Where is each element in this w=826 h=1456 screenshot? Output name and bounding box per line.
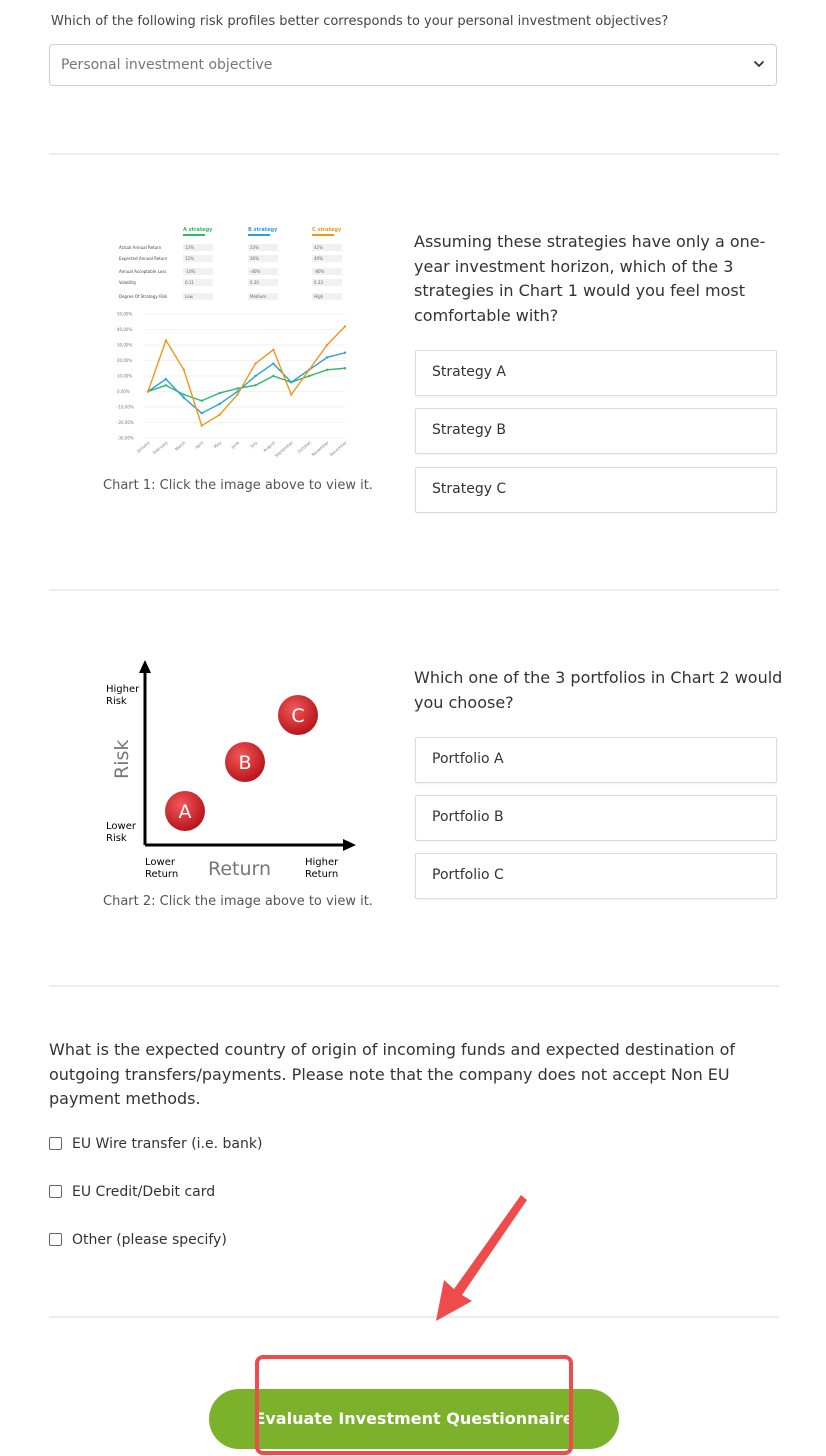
- section-divider: [49, 589, 779, 591]
- table-cell-c: 40%: [314, 256, 323, 261]
- series-point: [218, 414, 220, 416]
- chart-1-caption: Chart 1: Click the image above to view it.: [103, 478, 373, 493]
- x-tick-label: August: [262, 439, 277, 453]
- option-label: Strategy A: [432, 364, 507, 380]
- series-point: [326, 369, 328, 371]
- series-point: [165, 339, 167, 341]
- legend-b-strategy: B strategy: [248, 227, 278, 233]
- table-cell-a: Low: [185, 294, 193, 299]
- table-cell-b: Medium: [250, 294, 266, 299]
- portfolio-question: Which one of the 3 portfolios in Chart 2 would you choose?: [414, 668, 783, 712]
- portfolio-c-label: C: [291, 705, 305, 727]
- series-point: [272, 362, 274, 364]
- checkbox-label: EU Credit/Debit card: [72, 1184, 216, 1200]
- y-tick-label: 20,00%: [117, 358, 133, 363]
- option-strategy-a[interactable]: [415, 350, 777, 396]
- table-cell-a: 0.11: [185, 280, 194, 285]
- option-label: Strategy C: [432, 481, 507, 497]
- y-tick-label: -30,00%: [117, 435, 134, 441]
- series-point: [236, 387, 238, 389]
- series-point: [236, 393, 238, 395]
- table-cell-b: 0.20: [250, 280, 259, 285]
- x-tick-label: November: [310, 439, 330, 458]
- series-point: [308, 375, 310, 377]
- series-point: [344, 352, 346, 354]
- series-point: [201, 400, 203, 402]
- section-divider: [49, 153, 779, 155]
- legend-c-strategy: C strategy: [312, 227, 342, 233]
- x-tick-label: March: [173, 439, 187, 452]
- series-point: [326, 356, 328, 358]
- series-point: [272, 348, 274, 350]
- series-point: [183, 397, 185, 399]
- y-tick-label: 50,00%: [117, 311, 133, 317]
- section-divider: [49, 985, 779, 987]
- option-eu-credit-debit-card[interactable]: [49, 1184, 349, 1206]
- higher-risk-label-2: Risk: [106, 696, 127, 707]
- x-tick-label: October: [296, 439, 312, 455]
- series-point: [183, 369, 185, 371]
- table-cell-a: 13%: [185, 245, 194, 250]
- x-tick-label: September: [273, 439, 294, 458]
- return-axis-label: Return: [208, 858, 272, 880]
- table-cell-a: -10%: [185, 269, 196, 274]
- chart-2-caption: Chart 2: Click the image above to view it.: [103, 894, 373, 909]
- option-label: Strategy B: [432, 422, 507, 438]
- risk-axis-label: Risk: [111, 739, 133, 779]
- series-point: [344, 325, 346, 327]
- series-point: [254, 384, 256, 386]
- series-point: [290, 393, 292, 395]
- table-cell-a: 12%: [185, 256, 194, 261]
- risk-profile-question: Which of the following risk profiles better corresponds to your personal investment objectives?: [51, 14, 669, 29]
- select-value: Personal investment objective: [61, 57, 273, 73]
- option-eu-wire-transfer[interactable]: [49, 1136, 349, 1158]
- table-cell-c: High: [314, 294, 324, 299]
- series-point: [165, 384, 167, 386]
- portfolio-a-label: A: [178, 801, 192, 823]
- table-cell-b: 26%: [250, 256, 259, 261]
- lower-return-label-2: Return: [145, 869, 179, 880]
- personal-investment-objective-select[interactable]: [49, 44, 777, 86]
- x-tick-label: December: [328, 439, 348, 458]
- checkbox-label: Other (please specify): [72, 1232, 227, 1248]
- x-tick-label: May: [212, 439, 223, 450]
- checkbox[interactable]: [49, 1233, 62, 1246]
- chart-2-image[interactable]: [100, 655, 365, 885]
- option-strategy-c[interactable]: [415, 467, 777, 513]
- x-tick-label: April: [194, 439, 205, 450]
- option-portfolio-c[interactable]: [415, 853, 777, 899]
- x-tick-label: February: [151, 439, 169, 456]
- series-point: [165, 378, 167, 380]
- option-portfolio-a[interactable]: [415, 737, 777, 783]
- y-tick-label: -10,00%: [117, 404, 134, 410]
- series-point: [254, 375, 256, 377]
- table-cell-c: -80%: [314, 269, 325, 274]
- lower-risk-label-2: Risk: [106, 833, 127, 844]
- option-other[interactable]: [49, 1232, 349, 1254]
- strategy-question: Assuming these strategies have only a one-year investment horizon, which of the 3 strategies in Chart 1 would you feel most comfortable with?: [414, 232, 766, 325]
- series-point: [183, 393, 185, 395]
- y-tick-label: 40,00%: [117, 327, 133, 332]
- pointer-arrow-icon: [430, 1190, 540, 1330]
- table-cell-b: 23%: [250, 245, 259, 250]
- series-point: [254, 362, 256, 364]
- series-point: [218, 403, 220, 405]
- highlight-box: [255, 1355, 573, 1455]
- y-tick-label: 0,00%: [117, 389, 130, 394]
- portfolio-b-label: B: [238, 752, 252, 774]
- legend-a-strategy: A strategy: [183, 227, 213, 233]
- checkbox[interactable]: [49, 1185, 62, 1198]
- series-point: [290, 381, 292, 383]
- higher-risk-label-1: Higher: [106, 684, 140, 695]
- option-portfolio-b[interactable]: [415, 795, 777, 841]
- evaluate-questionnaire-button[interactable]: Evaluate Investment Questionnaire: [209, 1389, 619, 1449]
- table-row-label: Volatility: [119, 280, 137, 285]
- series-point: [218, 392, 220, 394]
- series-point: [201, 412, 203, 414]
- y-tick-label: 10,00%: [117, 373, 133, 379]
- lower-risk-label-1: Lower: [106, 821, 136, 832]
- series-point: [272, 375, 274, 377]
- table-cell-c: 0.23: [314, 280, 323, 285]
- chevron-down-icon: [752, 57, 766, 71]
- option-strategy-b[interactable]: [415, 408, 777, 454]
- funds-country-question: What is the expected country of origin of incoming funds and expected destination of outgoing transfers/payments. Please note that the company does not accept Non EU payment methods.: [49, 1040, 736, 1108]
- table-cell-c: 42%: [314, 245, 323, 250]
- section-divider: [49, 1316, 779, 1318]
- table-row-label: Annual Acceptable Loss: [119, 269, 167, 274]
- series-point: [344, 367, 346, 369]
- chart-1-image[interactable]: [113, 222, 353, 462]
- higher-return-label-1: Higher: [305, 857, 339, 868]
- option-label: Portfolio C: [432, 867, 504, 883]
- option-label: Portfolio B: [432, 809, 504, 825]
- x-tick-label: July: [249, 439, 259, 449]
- series-point: [326, 344, 328, 346]
- table-row-label: Degree Of Strategy Risk: [119, 294, 168, 299]
- table-cell-b: -40%: [250, 269, 261, 274]
- checkbox[interactable]: [49, 1137, 62, 1150]
- table-row-label: Expected Annual Return: [119, 256, 168, 261]
- lower-return-label-1: Lower: [145, 857, 175, 868]
- higher-return-label-2: Return: [305, 869, 339, 880]
- y-tick-label: -20,00%: [117, 420, 134, 425]
- x-tick-label: June: [230, 439, 241, 450]
- table-row-label: Actual Annual Return: [119, 245, 162, 250]
- series-point: [201, 424, 203, 426]
- series-point: [147, 390, 149, 392]
- y-tick-label: 30,00%: [117, 342, 133, 348]
- option-label: Portfolio A: [432, 751, 504, 767]
- checkbox-label: EU Wire transfer (i.e. bank): [72, 1136, 263, 1152]
- series-point: [308, 369, 310, 371]
- x-tick-label: January: [135, 439, 151, 454]
